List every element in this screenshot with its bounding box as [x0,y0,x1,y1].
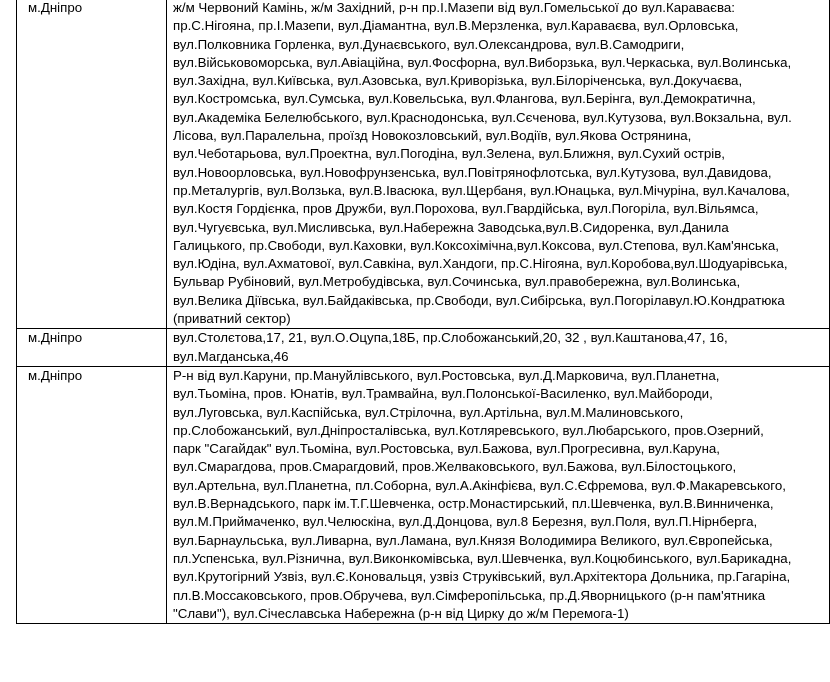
table-row [17,329,830,367]
table-row [17,0,830,329]
street-line: (приватний сектор) [173,311,291,327]
city-cell [17,329,167,367]
street-line: пл.Успенська, вул.Різнична, вул.Виконкомівська, вул.Шевченка, вул.Коцюбинського, вул.Барикадна, [173,550,792,566]
street-line: Р-н від вул.Каруни, пр.Мануйлівського, вул.Ростовська, вул.Д.Марковича, вул.Планетна, [173,367,720,383]
street-line: вул.Чугуєвська, вул.Мисливська, вул.Набережна Заводська,вул.В.Сидоренка, вул.Данила [173,219,729,235]
street-line: вул.Юдіна, вул.Ахматової, вул.Савкіна, вул.Хандоги, пр.С.Нігояна, вул.Коробова,вул.Шодуарівська, [173,256,788,272]
street-line: пл.В.Моссаковського, пров.Обручева, вул.Сімферопільська, пр.Д.Яворницького (р-н пам'ятника [173,587,766,603]
city-label: м.Дніпро [28,367,83,383]
outage-schedule-table [16,0,830,624]
street-line: вул.Костромська, вул.Сумська, вул.Ковельська, вул.Флангова, вул.Берінга, вул.Демократична, [173,91,756,107]
street-line: вул.Столєтова,17, 21, вул.О.Оцупа,18Б, пр.Слобожанський,20, 32 , вул.Каштанова,47, 16, [173,330,728,346]
street-line: парк "Сагайдак" вул.Тьоміна, вул.Ростовська, вул.Бажова, вул.Прогресивна, вул.Каруна, [173,441,721,457]
table-row [17,366,830,623]
street-line: ж/м Червоний Камінь, ж/м Західний, р-н пр.І.Мазепи від вул.Гомельської до вул.Караваєва: [173,0,735,15]
street-line: вул.Військовоморська, вул.Авіаційна, вул.Фосфорна, вул.Виборзька, вул.Черкаська, вул.Волинська, [173,54,792,70]
street-line: вул.Барнаульська, вул.Ливарна, вул.Ламана, вул.Князя Володимира Великого, вул.Європейська, [173,532,773,548]
street-line: вул.Полковника Горленка, вул.Дунаєвського, вул.Олександрова, вул.В.Самодриги, [173,36,685,52]
street-line: вул.В.Вернадського, парк ім.Т.Г.Шевченка, остр.Монастирський, пл.Шевченка, вул.В.Винниченка, [173,496,774,512]
streets-cell [167,0,830,329]
streets-cell [167,329,830,367]
city-label: м.Дніпро [28,0,83,15]
street-line: вул.Велика Діївська, вул.Байдаківська, пр.Свободи, вул.Сибірська, вул.Погорілавул.Ю.Кондратюка [173,292,785,308]
street-line: пр.Слобожанський, вул.Дніпросталівська, вул.Котляревського, вул.Любарського, пров.Озерний, [173,422,764,438]
city-cell [17,0,167,329]
street-line: вул.Чеботарьова, вул.Проектна, вул.Погодіна, вул.Зелена, вул.Ближня, вул.Сухий острів, [173,146,725,162]
street-line: вул.Новоорловська, вул.Новофрунзенська, вул.Повітрянофлотська, вул.Кутузова, вул.Давидова, [173,164,772,180]
street-line: вул.Смарагдова, пров.Смарагдовий, пров.Желваковського, вул.Бажова, вул.Білостоцького, [173,459,737,475]
street-line: вул.Тьоміна, пров. Юнатів, вул.Трамвайна, вул.Полонської-Василенко, вул.Майбороди, [173,386,713,402]
street-line: Бульвар Рубіновий, вул.Метробудівська, вул.Сочинська, вул.правобережна, вул.Волинська, [173,274,741,290]
street-line: вул.Академіка Белелюбського, вул.Краснодонська, вул.Сєченова, вул.Кутузова, вул.Вокзальна, вул. [173,109,792,125]
street-line: вул.Костя Гордієнка, пров Дружби, вул.Порохова, вул.Гвардійська, вул.Погоріла, вул.Вільямса, [173,201,759,217]
street-line: вул.Крутогірний Узвіз, вул.Є.Коновальця, узвіз Струківський, вул.Архітектора Дольника, пр.Гагаріна, [173,569,791,585]
street-line: пр.Металургів, вул.Волзька, вул.В.Івасюка, вул.Щербаня, вул.Юнацька, вул.Мічуріна, вул.Качалова, [173,182,790,198]
street-line: Галицького, пр.Свободи, вул.Каховки, вул.Коксохімічна,вул.Коксова, вул.Степова, вул.Кам'янська, [173,237,779,253]
street-line: "Слави"), вул.Січеславська Набережна (р-н від Цирку до ж/м Перемога-1) [173,605,629,621]
table-body [17,0,830,624]
city-label: м.Дніпро [28,330,83,346]
city-cell [17,366,167,623]
street-line: пр.С.Нігояна, пр.І.Мазепи, вул.Діамантна, вул.В.Мерзленка, вул.Караваєва, вул.Орловська, [173,18,739,34]
street-line: вул.Луговська, вул.Каспійська, вул.Стрілочна, вул.Артільна, вул.М.Малиновського, [173,404,684,420]
street-line: вул.Артельна, вул.Планетна, пл.Соборна, вул.А.Акінфієва, вул.С.Єфремова, вул.Ф.Макаревського, [173,477,786,493]
street-line: Лісова, вул.Паралельна, проїзд Новокозловський, вул.Водіїв, вул.Якова Острянина, [173,128,692,144]
street-line: вул.Західна, вул.Київська, вул.Азовська, вул.Криворізька, вул.Білоріченська, вул.Докучаєва, [173,73,743,89]
street-line: вул.Магданська,46 [173,348,289,364]
streets-cell [167,366,830,623]
street-line: вул.М.Приймаченко, вул.Челюскіна, вул.Д.Донцова, вул.8 Березня, вул.Поля, вул.П.Нірнберга, [173,514,758,530]
